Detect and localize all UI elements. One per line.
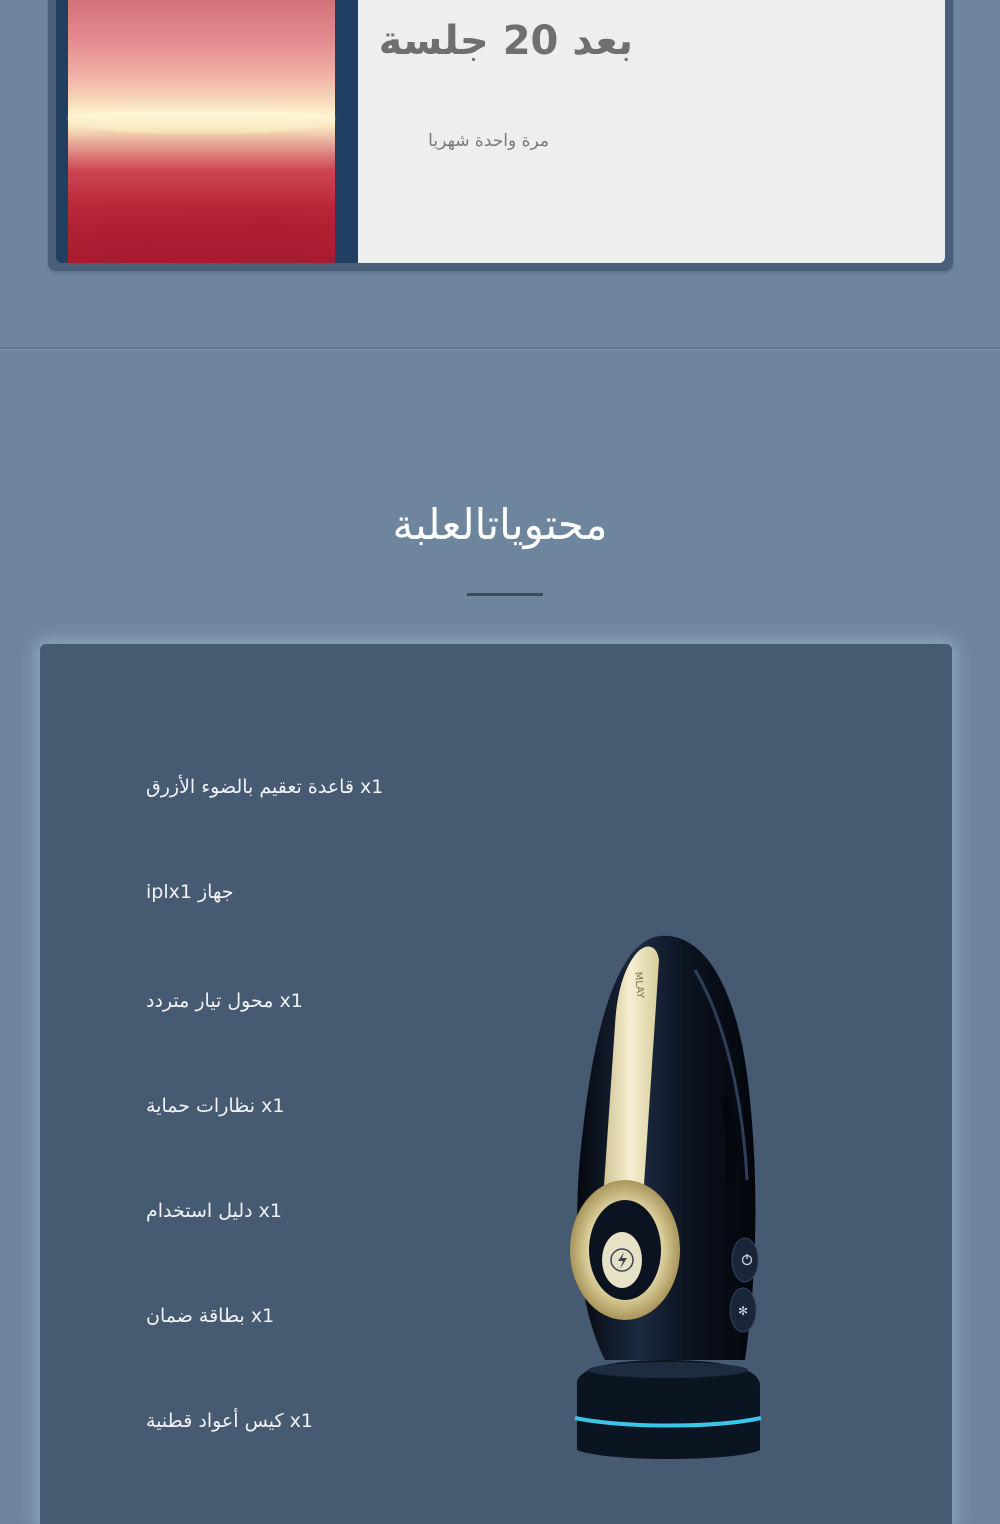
device-brand-label: MLAY <box>632 971 646 999</box>
ipl-device-image <box>565 930 770 1470</box>
list-item: x1 بطاقة ضمان <box>146 1305 275 1327</box>
list-item: جهاز iplx1 <box>146 881 234 903</box>
result-card <box>48 0 953 271</box>
list-item: x1 محول تيار متردد <box>146 990 303 1012</box>
skin-layer-image <box>68 0 335 263</box>
section-divider-highlight <box>0 349 1000 350</box>
list-item: x1 قاعدة تعقيم بالضوء الأزرق <box>146 776 384 798</box>
heading-underline <box>467 593 543 596</box>
skin-surface-band <box>68 111 335 133</box>
result-card-frame <box>56 0 945 263</box>
result-text-panel <box>358 0 945 263</box>
session-frequency: مرة واحدة شهريا <box>428 131 549 151</box>
list-item: x1 نظارات حماية <box>146 1095 285 1117</box>
list-item: x1 دليل استخدام <box>146 1200 283 1222</box>
session-count-title: بعد 20 جلسة <box>378 18 633 64</box>
list-item: x1 كيس أعواد قطنية <box>146 1410 313 1432</box>
box-contents-heading: محتوياتالعلبة <box>392 500 608 549</box>
snowflake-icon: ✻ <box>738 1304 749 1318</box>
